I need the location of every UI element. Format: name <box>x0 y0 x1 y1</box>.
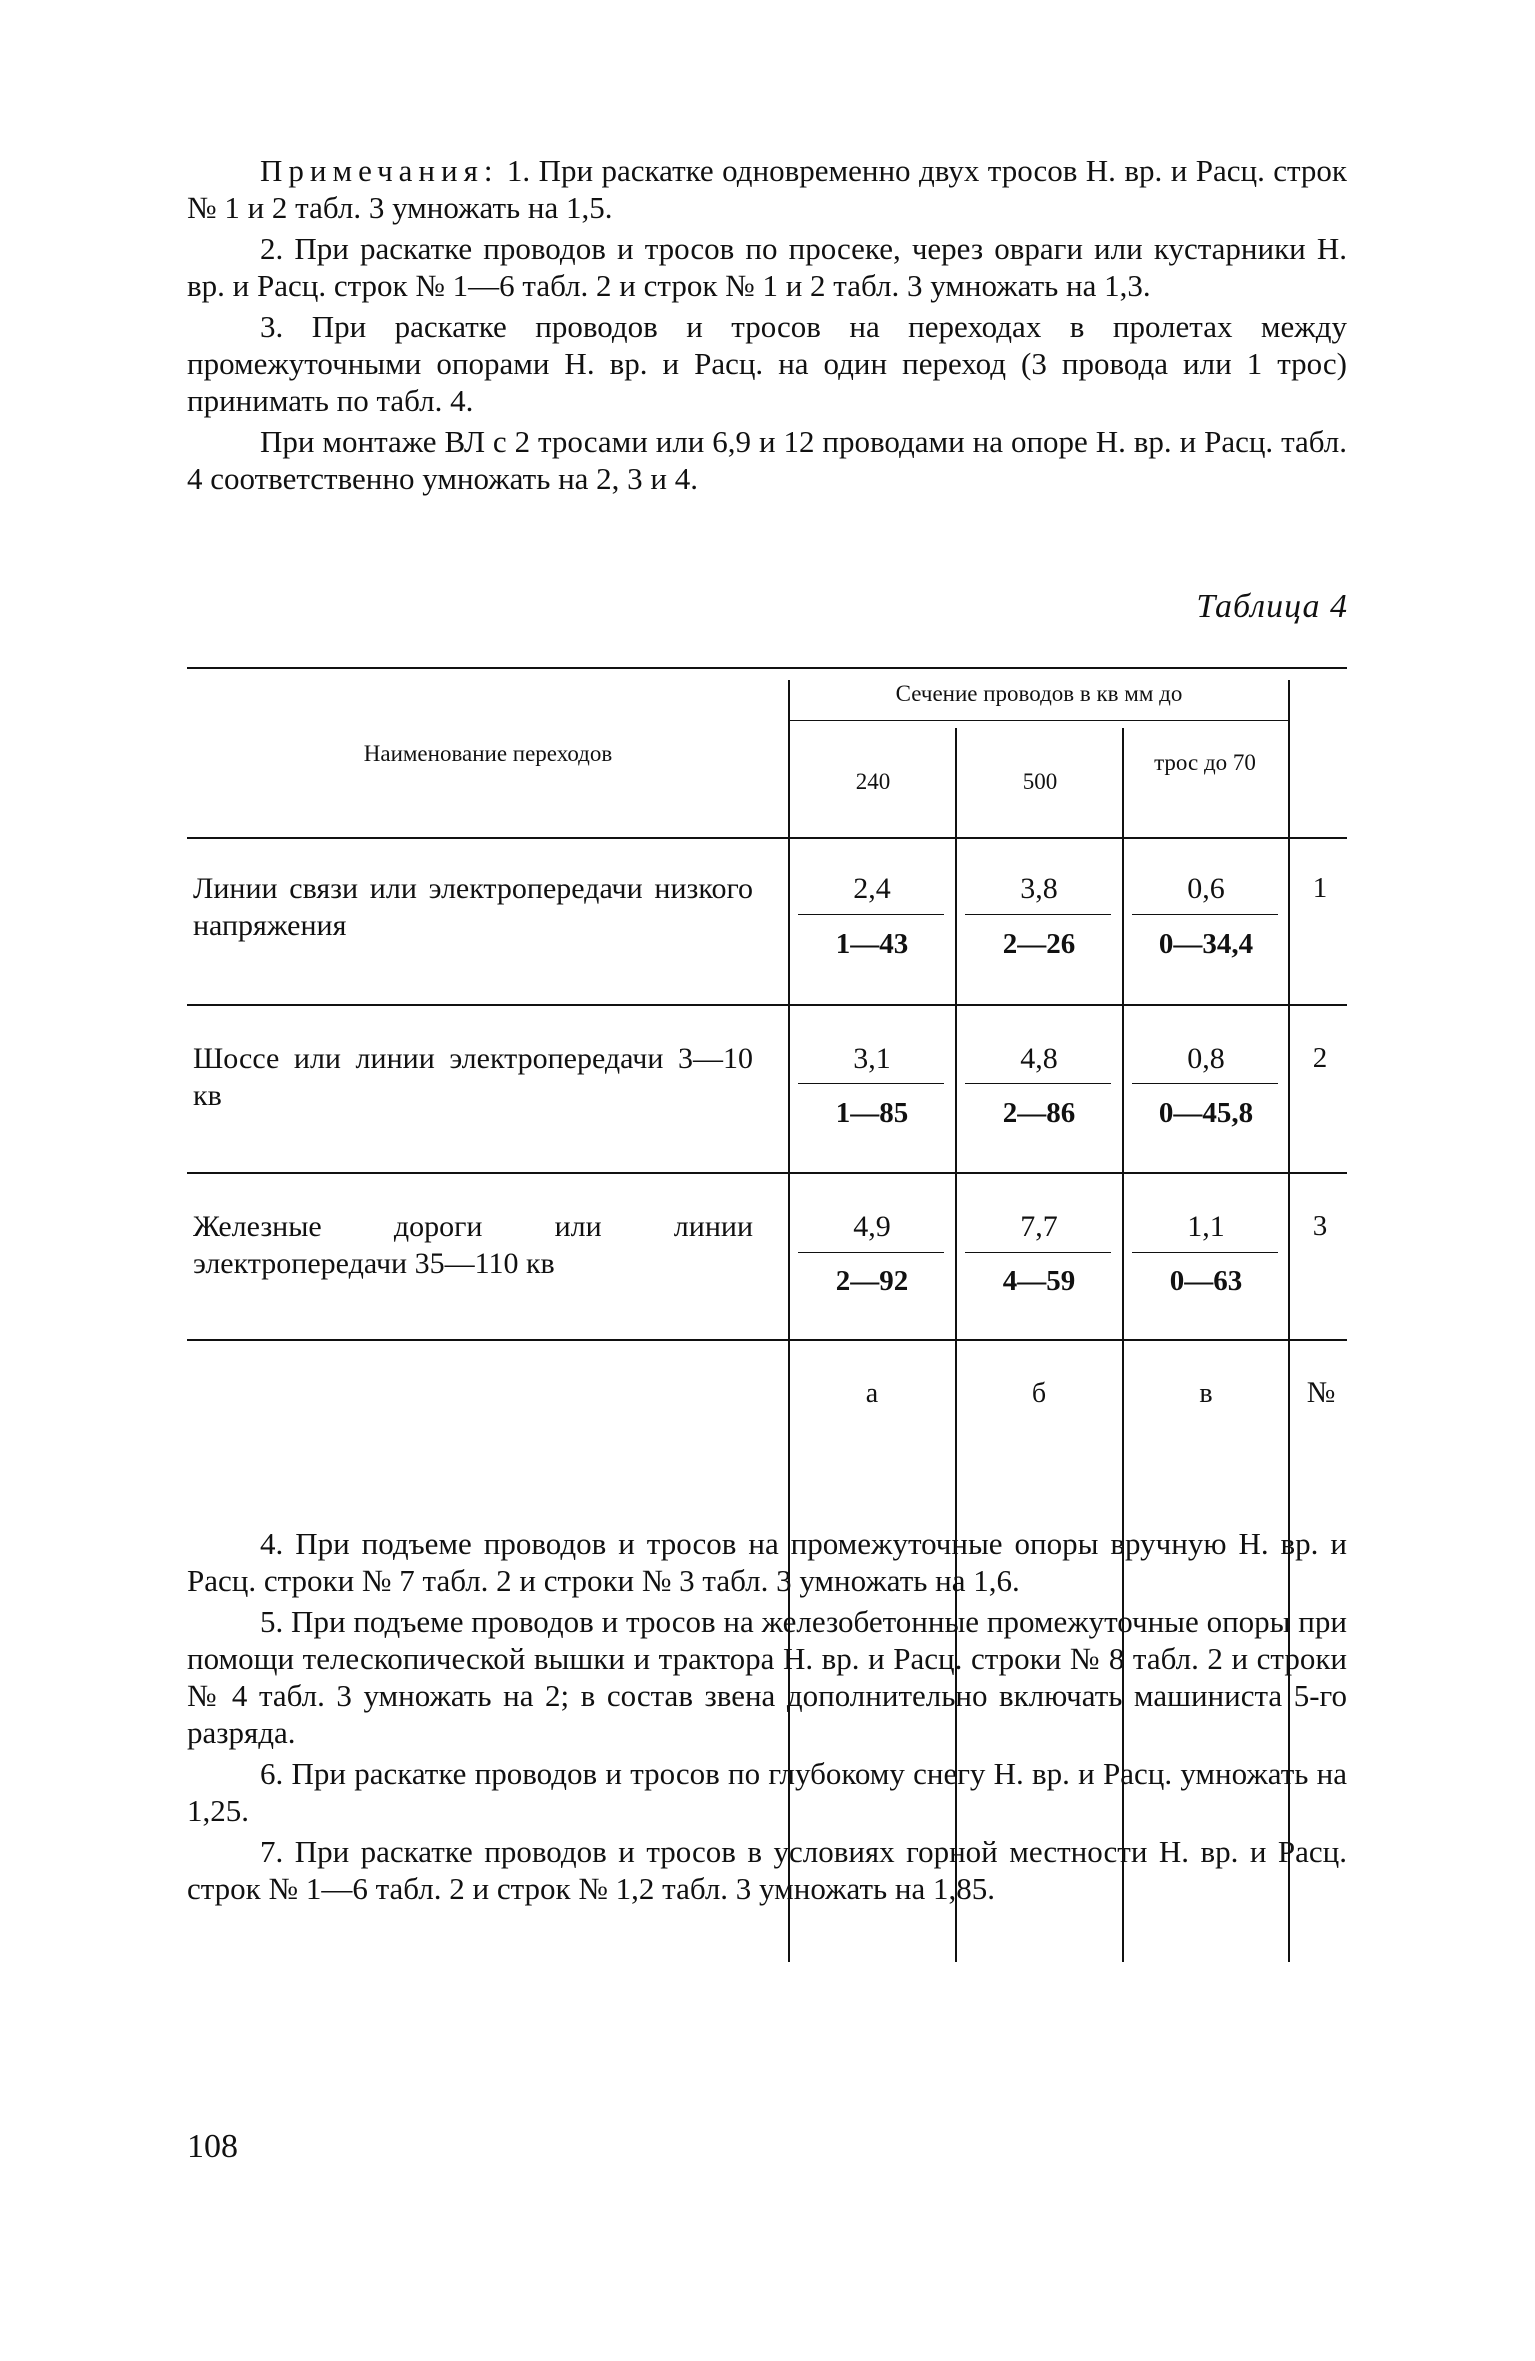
row-3-a-top: 4,9 <box>853 1210 891 1243</box>
table-top-rule <box>187 667 1347 669</box>
row-1-name: Линии связи или электропередачи низкого напряжения <box>193 872 753 942</box>
row-1-a-bottom: 1—43 <box>835 928 909 960</box>
row-3-a-bottom: 2—92 <box>835 1265 909 1297</box>
notes-heading: Примечания: <box>260 153 499 188</box>
row-3-b-divider <box>965 1252 1111 1253</box>
row-2-b-top: 4,8 <box>1020 1042 1058 1075</box>
row-1-a-divider <box>798 914 944 915</box>
header-col-c: трос до 70 <box>1154 750 1256 775</box>
row-2-b-divider <box>965 1083 1111 1084</box>
notes-bottom <box>187 1525 1347 1907</box>
row-3-name: Железные дороги или линии электропередачи 35—110 кв <box>193 1210 753 1280</box>
row-2-c-divider <box>1132 1083 1278 1084</box>
row-1-c-divider <box>1132 914 1278 915</box>
row-3-a-divider <box>798 1252 944 1253</box>
row-1-number: 1 <box>1312 872 1328 904</box>
row-2-b-bottom: 2—86 <box>1002 1097 1076 1129</box>
section-header-rule <box>788 720 1288 721</box>
row-2-number: 2 <box>1312 1042 1328 1074</box>
table-header-rule <box>187 837 1347 839</box>
row-1-b-bottom: 2—26 <box>1002 928 1076 960</box>
page-number: 108 <box>187 2128 238 2165</box>
footer-col-b: б <box>1031 1378 1047 1409</box>
row-3-c-top: 1,1 <box>1187 1210 1225 1243</box>
note-3b: При монтаже ВЛ с 2 тросами или 6,9 и 12 проводами на опоре Н. вр. и Расц. табл. 4 соответственно умножать на 2, 3 и 4. <box>187 424 1347 496</box>
row-2-a-top: 3,1 <box>853 1042 891 1075</box>
header-col-a: 240 <box>855 769 891 794</box>
row-2-a-divider <box>798 1083 944 1084</box>
note-2: 2. При раскатке проводов и тросов по просеке, через овраги или кустарники Н. вр. и Расц. строк № 1—6 табл. 2 и строк № 1 и 2 табл. 3 умножать на 1,3. <box>187 231 1347 303</box>
note-7: 7. При раскатке проводов и тросов в условиях горной местности Н. вр. и Расц. строк № 1—6 табл. 2 и строк № 1,2 табл. 3 умножать на 1,85. <box>187 1834 1347 1906</box>
row-2-c-top: 0,8 <box>1187 1042 1225 1075</box>
row-1-c-bottom: 0—34,4 <box>1158 928 1254 960</box>
table-caption: Таблица 4 <box>1196 588 1348 625</box>
row-3-number: 3 <box>1312 1210 1328 1242</box>
header-col-b: 500 <box>1022 769 1058 794</box>
row-1-c-top: 0,6 <box>1187 872 1225 905</box>
row-3-b-bottom: 4—59 <box>1002 1265 1076 1297</box>
footer-col-a: а <box>865 1378 879 1409</box>
row-2-rule <box>187 1172 1347 1174</box>
row-2-name: Шоссе или линии электропередачи 3—10 кв <box>193 1042 753 1112</box>
footer-number-label: № <box>1306 1376 1336 1409</box>
row-1-rule <box>187 1004 1347 1006</box>
row-3-c-bottom: 0—63 <box>1169 1265 1243 1297</box>
note-1: Примечания: 1. При раскатке одновременно двух тросов Н. вр. и Расц. строк № 1 и 2 табл. 3 умножать на 1,5. <box>187 153 1347 225</box>
note-5: 5. При подъеме проводов и тросов на железобетонные промежуточные опоры при помощи телескопической вышки и трактора Н. вр. и Расц. строки № 8 табл. 2 и строки № 4 табл. 3 умножать на 2; в состав звена дополнительно включать машиниста 5-го разряда. <box>187 1604 1347 1750</box>
header-section: Сечение проводов в кв мм до <box>895 681 1183 706</box>
row-3-b-top: 7,7 <box>1020 1210 1058 1243</box>
row-2-c-bottom: 0—45,8 <box>1158 1097 1254 1129</box>
row-3-c-divider <box>1132 1252 1278 1253</box>
row-1-b-top: 3,8 <box>1020 872 1058 905</box>
row-3-rule <box>187 1339 1347 1341</box>
notes-top <box>187 152 1347 497</box>
note-4: 4. При подъеме проводов и тросов на промежуточные опоры вручную Н. вр. и Расц. строки № 7 табл. 2 и строки № 3 табл. 3 умножать на 1,6. <box>187 1526 1347 1598</box>
row-1-b-divider <box>965 914 1111 915</box>
row-2-a-bottom: 1—85 <box>835 1097 909 1129</box>
footer-col-c: в <box>1199 1378 1213 1409</box>
header-name: Наименование переходов <box>363 741 613 766</box>
row-1-a-top: 2,4 <box>853 872 891 905</box>
note-6: 6. При раскатке проводов и тросов по глубокому снегу Н. вр. и Расц. умножать на 1,25. <box>187 1756 1347 1828</box>
note-3: 3. При раскатке проводов и тросов на переходах в пролетах между промежуточными опорами Н. вр. и Расц. на один переход (3 провода или 1 трос) принимать по табл. 4. <box>187 309 1347 418</box>
